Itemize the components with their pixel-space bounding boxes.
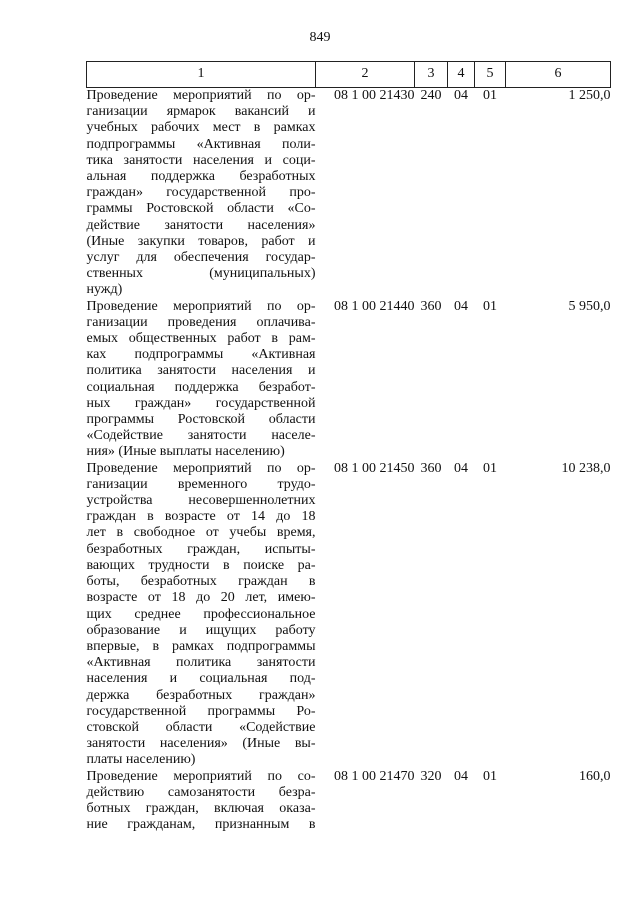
description-line: (Иные закупки товаров, работ и [86, 233, 316, 249]
description-line: устройства несовершеннолетних [86, 493, 316, 509]
row-section: 04 [454, 298, 468, 314]
page-number: 849 [309, 30, 331, 45]
header-col-6: 6 [506, 62, 611, 88]
table-row [87, 769, 611, 834]
description-line: вающих трудности в поиске ра- [86, 557, 316, 573]
description-line: ганизации временного трудо- [86, 476, 316, 492]
description-word: гражданам, [127, 817, 196, 833]
row-subsection: 01 [483, 460, 497, 476]
description-line: Проведение мероприятий по ор- [86, 88, 316, 103]
description-line: программы Ростовской области [86, 412, 316, 428]
description-word: признанным [214, 817, 290, 833]
description-line: тика занятости населения и соци- [86, 152, 316, 168]
description-line: Проведение мероприятий по ор- [86, 460, 316, 476]
description-line: действие занятости населения» [86, 217, 316, 233]
description-word: ственных [86, 266, 143, 282]
row-section: 04 [454, 460, 468, 476]
header-col-5: 5 [475, 62, 506, 88]
description-line: нужд) [86, 282, 123, 298]
row-target-code: 08 1 00 21450 [334, 460, 415, 476]
description-line: ния» (Иные выплаты населению) [86, 444, 285, 460]
header-col-4: 4 [448, 62, 475, 88]
description-line: учебных рабочих мест в рамках [86, 120, 316, 136]
row-amount: 1 250,0 [568, 88, 611, 103]
description-line: Проведение мероприятий по со- [86, 768, 316, 784]
table-row [87, 461, 611, 769]
budget-table [86, 61, 611, 833]
row-section: 04 [454, 768, 468, 784]
table-body [87, 88, 611, 834]
row-subsection: 01 [483, 88, 497, 103]
description-word: ние [86, 817, 108, 833]
description-line: щих среднее профессиональное [86, 606, 316, 622]
header-col-1: 1 [87, 62, 316, 88]
description-word: (муниципальных) [209, 266, 316, 282]
row-expense-type: 360 [420, 298, 442, 314]
description-line: боты, безработных граждан в [86, 574, 316, 590]
row-expense-type: 240 [420, 88, 442, 103]
description-line: подпрограммы «Активная поли- [86, 136, 316, 152]
row-description [87, 461, 316, 769]
description-line: образование и ищущих работу [86, 622, 316, 638]
description-line: держка безработных граждан» [86, 687, 316, 703]
description-line: действию самозанятости безра- [86, 784, 316, 800]
header-col-2: 2 [316, 62, 415, 88]
row-description [87, 88, 316, 299]
description-line: социальная поддержка безработ- [86, 379, 316, 395]
row-description [87, 299, 316, 461]
row-amount: 5 950,0 [568, 298, 611, 314]
description-line: ганизации проведения оплачива- [86, 314, 316, 330]
description-word: в [308, 817, 316, 833]
header-row [87, 62, 611, 88]
description-line: альная поддержка безработных [86, 169, 316, 185]
description-line: лет в свободное от учебы время, [86, 525, 316, 541]
description-line: «Активная политика занятости [86, 655, 316, 671]
row-subsection: 01 [483, 768, 497, 784]
description-line: емых общественных работ в рам- [86, 331, 316, 347]
description-line: ках подпрограммы «Активная [86, 347, 316, 363]
description-line: «Содействие занятости населе- [86, 428, 316, 444]
row-target-code: 08 1 00 21440 [334, 298, 415, 314]
description-line: граждан» государственной про- [86, 185, 316, 201]
description-line: ных граждан» государственной [86, 395, 316, 411]
row-expense-type: 320 [420, 768, 442, 784]
description-line: платы населению) [86, 752, 196, 768]
description-line: граждан в возрасте от 14 до 18 [86, 509, 316, 525]
row-expense-type: 360 [420, 460, 442, 476]
description-line: возрасте от 18 до 20 лет, имею- [86, 590, 316, 606]
row-amount: 10 238,0 [561, 460, 611, 476]
row-section: 04 [454, 88, 468, 103]
description-line: государственной программы Ро- [86, 703, 316, 719]
table-header [87, 62, 611, 88]
table-row [87, 299, 611, 461]
description-line: стовской области «Содействие [86, 719, 316, 735]
row-description [87, 769, 316, 834]
description-line [87, 266, 316, 282]
row-amount: 160,0 [579, 768, 611, 784]
description-line: ботных граждан, включая оказа- [86, 800, 316, 816]
description-line: занятости населения» (Иные вы- [86, 736, 316, 752]
description-line: ганизации ярмарок вакансий и [86, 104, 316, 120]
description-line: услуг для обеспечения государ- [86, 250, 316, 266]
row-target-code: 08 1 00 21430 [334, 88, 415, 103]
row-target-code: 08 1 00 21470 [334, 768, 415, 784]
description-line: безработных граждан, испыты- [86, 541, 316, 557]
row-subsection: 01 [483, 298, 497, 314]
table-row [87, 88, 611, 299]
description-line [87, 817, 316, 833]
header-col-3: 3 [415, 62, 448, 88]
description-line: Проведение мероприятий по ор- [86, 298, 316, 314]
description-line: населения и социальная под- [86, 671, 316, 687]
description-line: политика занятости населения и [86, 363, 316, 379]
description-line: граммы Ростовской области «Со- [86, 201, 316, 217]
description-line: впервые, в рамках подпрограммы [86, 638, 316, 654]
